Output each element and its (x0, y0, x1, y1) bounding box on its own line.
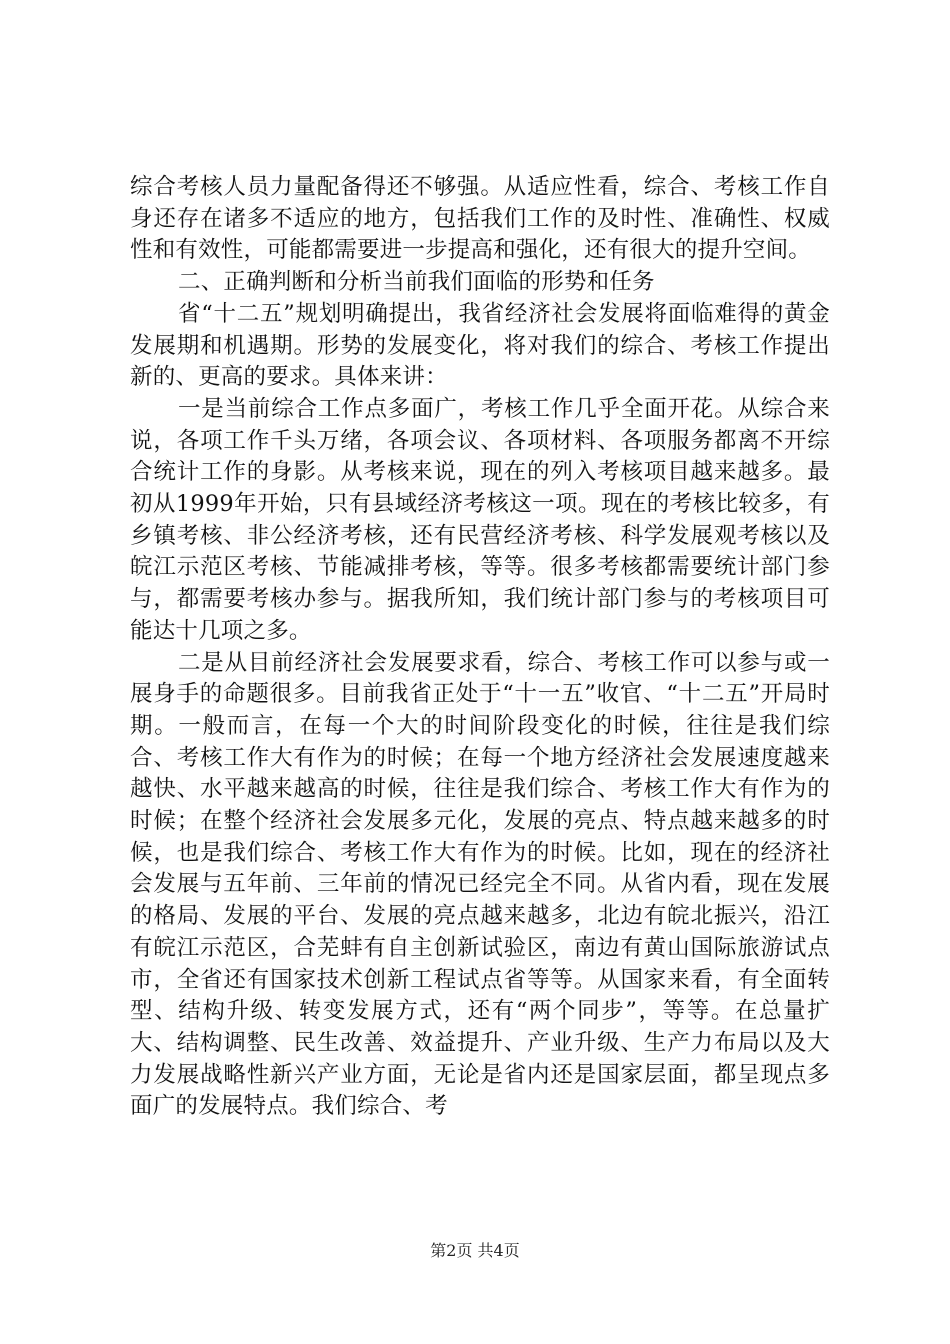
paragraph-3: 一是当前综合工作点多面广，考核工作几乎全面开花。从综合来说，各项工作千头万绪，各项会议、各项材料、各项服务都离不开综合统计工作的身影。从考核来说，现在的列入考核项目越来越多。最初从1999年开始，只有县域经济考核这一项。现在的考核比较多，有乡镇考核、非公经济考核，还有民营经济考核、科学发展观考核以及皖江示范区考核、节能减排考核，等等。很多考核都需要统计部门参与，都需要考核办参与。据我所知，我们统计部门参与的考核项目可能达十几项之多。 (130, 395, 830, 644)
document-body (130, 172, 830, 1123)
section-heading: 二、正确判断和分析当前我们面临的形势和任务 (178, 269, 655, 296)
paragraph-4: 二是从目前经济社会发展要求看，综合、考核工作可以参与或一展身手的命题很多。目前我省正处于“十一五”收官、“十二五”开局时期。一般而言，在每一个大的时间阶段变化的时候，往往是我们综合、考核工作大有作为的时候；在每一个地方经济社会发展速度越来越快、水平越来越高的时候，往往是我们综合、考核工作大有作为的时候；在整个经济社会发展多元化，发展的亮点、特点越来越多的时候，也是我们综合、考核工作大有作为的时候。比如，现在的经济社会发展与五年前、三年前的情况已经完全不同。从省内看，现在发展的格局、发展的平台、发展的亮点越来越多，北边有皖北振兴，沿江有皖江示范区，合芜蚌有自主创新试验区，南边有黄山国际旅游试点市，全省还有国家技术创新工程试点省等等。从国家来看，有全面转型、结构升级、转变发展方式，还有“两个同步”，等等。在总量扩大、结构调整、民生改善、效益提升、产业升级、生产力布局以及大力发展战略性新兴产业方面，无论是省内还是国家层面，都呈现点多面广的发展特点。我们综合、考 (130, 649, 830, 1120)
paragraph-1: 综合考核人员力量配备得还不够强。从适应性看，综合、考核工作自身还存在诸多不适应的地方，包括我们工作的及时性、准确性、权威性和有效性，可能都需要进一步提高和强化，还有很大的提升空间。 (130, 174, 830, 264)
paragraph-2: 省“十二五”规划明确提出，我省经济社会发展将面临难得的黄金发展期和机遇期。形势的发展变化，将对我们的综合、考核工作提出新的、更高的要求。具体来讲： (130, 300, 830, 391)
page-footer: 第2页 共4页 (430, 1241, 520, 1260)
